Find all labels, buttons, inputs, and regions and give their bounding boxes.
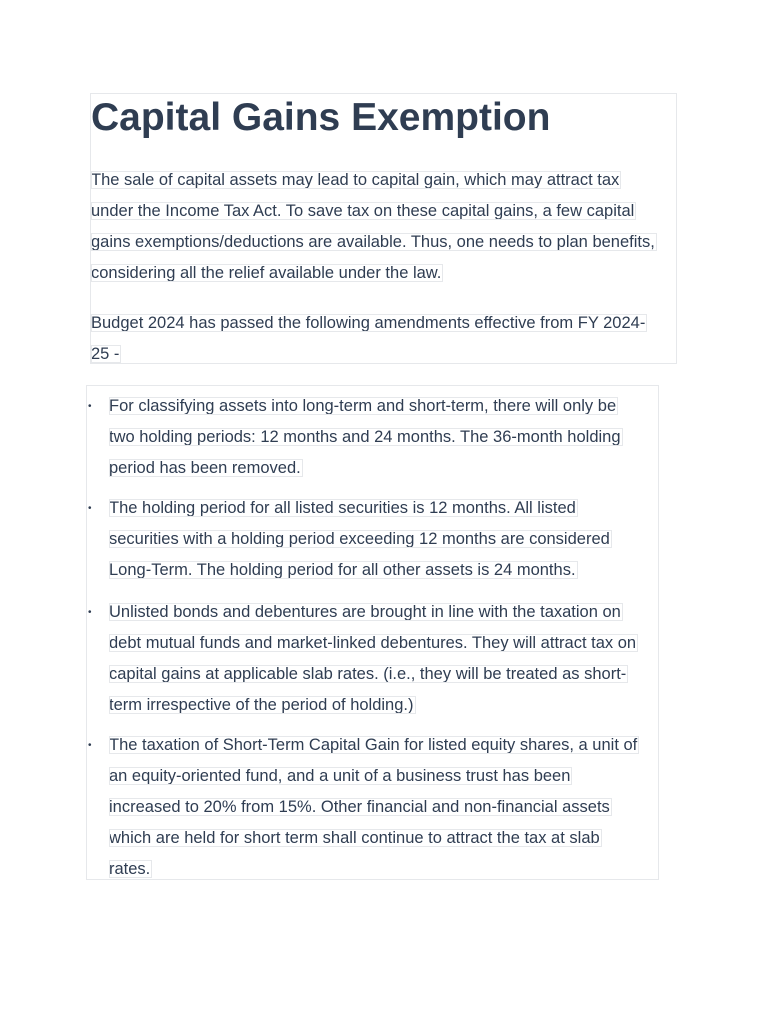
amendment-line: Budget 2024 has passed the following amendments effective from FY 2024- [91,314,646,332]
list-item-line: which are held for short term shall continue to attract the tax at slab [109,829,600,847]
intro-line: gains exemptions/deductions are available. Thus, one needs to plan benefits, [91,233,655,251]
list-item-line: The taxation of Short-Term Capital Gain for listed equity shares, a unit of [109,736,638,754]
list-item-line: an equity-oriented fund, and a unit of a business trust has been [109,767,571,785]
list-item-line: capital gains at applicable slab rates. (i.e., they will be treated as short- [109,665,627,683]
bullet-icon: • [88,740,92,751]
list-item-text [109,391,657,484]
page-title: Capital Gains Exemption [91,96,551,139]
list-item-line: The holding period for all listed securities is 12 months. All listed [109,499,576,517]
list-item-line: debt mutual funds and market-linked debentures. They will attract tax on [109,634,637,652]
list-item-line: rates. [109,860,151,878]
bullet-icon: • [88,607,92,618]
list-item-text [109,493,657,586]
intro-line: under the Income Tax Act. To save tax on these capital gains, a few capital [91,202,635,220]
list-item-line: term irrespective of the period of holding.) [109,696,414,714]
intro-section [90,93,677,364]
list-item-line: Long-Term. The holding period for all other assets is 24 months. [109,561,576,579]
list-item-line: period has been removed. [109,459,301,477]
intro-line: The sale of capital assets may lead to capital gain, which may attract tax [91,171,620,189]
amendment-intro-paragraph [91,308,677,370]
amendments-list-section [86,385,659,880]
list-item-line: increased to 20% from 15%. Other financial and non-financial assets [109,798,610,816]
list-item-line: Unlisted bonds and debentures are brought in line with the taxation on [109,603,621,621]
intro-line: considering all the relief available under the law. [91,264,442,282]
amendment-line: 25 - [91,345,120,363]
intro-paragraph [91,165,677,289]
list-item-text [109,730,657,885]
list-item-line: For classifying assets into long-term and short-term, there will only be [109,397,617,415]
list-item-line: two holding periods: 12 months and 24 months. The 36-month holding [109,428,621,446]
bullet-icon: • [88,503,92,514]
list-item-line: securities with a holding period exceeding 12 months are considered [109,530,610,548]
bullet-icon: • [88,401,92,412]
list-item-text [109,597,657,721]
